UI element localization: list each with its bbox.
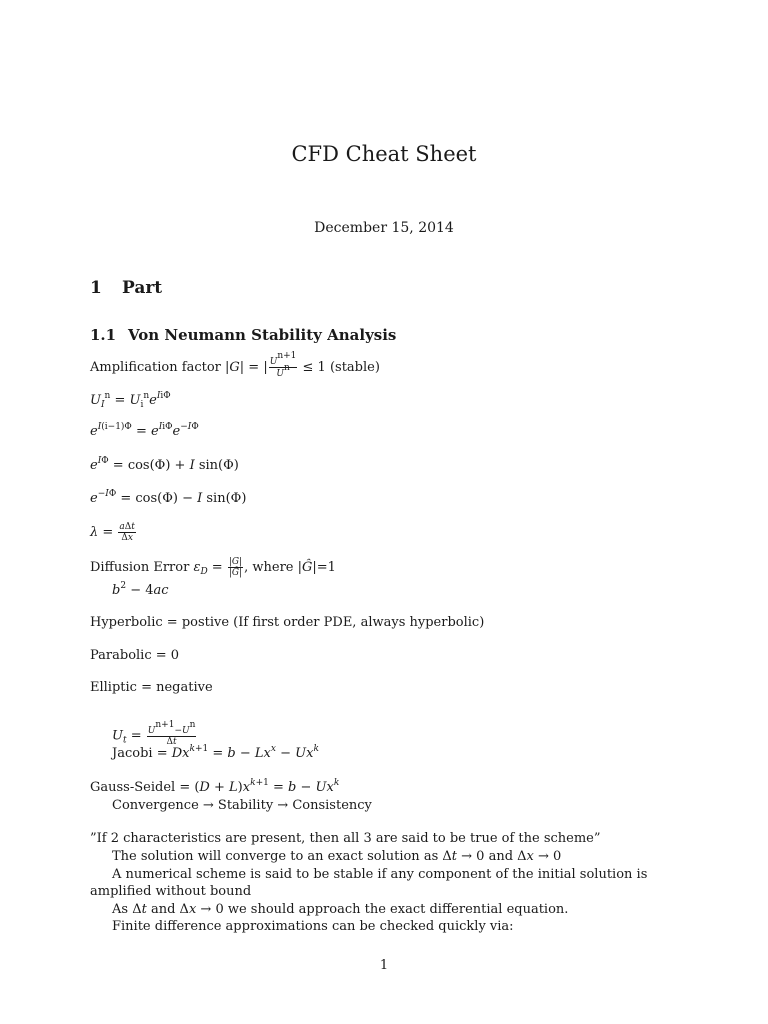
subsection-title: Von Neumann Stability Analysis — [128, 326, 397, 344]
subsection-heading — [90, 326, 396, 344]
document-date: December 15, 2014 — [314, 220, 454, 236]
convergence-line: Convergence → Stability → Consistency — [112, 798, 372, 813]
equation-lambda: λ = $\frac{\text{aΔt}}{\Delta x}$ — [90, 522, 135, 543]
diffusion-label: Diffusion Error — [90, 560, 190, 575]
time-derivative-equation: $U_t$ = $\frac{U^{n+1}-U^n}{\Delta t}$ — [112, 720, 196, 747]
gauss-seidel-line: Gauss-Seidel = $(D + L)x^{k+1} = b - Ux^k$ — [90, 778, 340, 795]
gauss-label: Gauss-Seidel — [90, 780, 176, 795]
jacobi-line: Jacobi = $Dx^{k+1} = b - Lx^x - Ux^k$ — [112, 744, 319, 761]
stable-label: (stable) — [329, 360, 380, 375]
time-derivative-fraction: $\frac{U^{n+1}-U^n}{\Delta t}$ — [147, 720, 196, 747]
as-text: As — [112, 902, 129, 917]
amplification-label: Amplification factor — [90, 360, 221, 375]
converge-line: The solution will converge to an exact solution as Δt → 0 and Δx → 0 — [112, 849, 562, 864]
section-title: Part — [122, 278, 163, 298]
converge-text: The solution will converge to an exact solution as — [112, 849, 439, 864]
section-number: 1 — [90, 278, 102, 298]
hyperbolic-line: Hyperbolic = postive (If first order PDE, always hyperbolic) — [90, 615, 485, 630]
diffusion-where: , where — [244, 560, 294, 575]
approach-line: As Δt and Δx → 0 we should approach the exact differential equation. — [112, 902, 569, 917]
diffusion-error-line: Diffusion Error $\varepsilon_D$ = $\frac{|G|}{|Ĝ|}$ , where |Ĝ|=1 — [90, 557, 336, 578]
amplification-fraction: $\frac{U^{n+1}}{U^n}$ — [269, 351, 297, 379]
equation-euler-plus: $e^{I\Phi} = \cos(\Phi) + I$ sin(Φ) — [90, 456, 239, 473]
equation-euler-minus: $e^{-I\Phi} = \cos(\Phi) - I$ sin(Φ) — [90, 489, 247, 506]
subsection-number: 1.1 — [90, 326, 117, 344]
stable-paragraph: A numerical scheme is said to be stable if any component of the initial solution is amplified without bound — [90, 867, 648, 899]
elliptic-line: Elliptic = negative — [90, 680, 213, 695]
page-number: 1 — [379, 958, 389, 973]
amplification-factor-line: Amplification factor |G| = | $\frac{U^{n+1}}{U^n}$ ≤ 1 (stable) — [90, 351, 380, 379]
diffusion-fraction: $\frac{|G|}{|Ĝ|}$ — [228, 557, 243, 578]
lambda-fraction: $\frac{\text{aΔt}}{\Delta x}$ — [119, 522, 135, 543]
approach-text: we should approach the exact differential equation. — [227, 902, 569, 917]
discriminant: $b^2 - 4ac$ — [112, 581, 169, 598]
finite-difference-line: Finite difference approximations can be checked quickly via: — [112, 919, 514, 934]
parabolic-line: Parabolic = 0 — [90, 648, 180, 663]
quote-line: ”If 2 characteristics are present, then all 3 are said to be true of the scheme” — [90, 831, 601, 846]
equation-uniform: $U_I^n = U_i^ne^{Ii\Phi}$ — [90, 391, 171, 410]
jacobi-label: Jacobi — [112, 746, 153, 761]
equation-shift: $e^{I(i-1)\Phi} = e^{Ii\Phi}e^{-I\Phi}$ — [90, 422, 199, 439]
section-heading — [90, 278, 162, 298]
document-title: CFD Cheat Sheet — [291, 142, 477, 166]
